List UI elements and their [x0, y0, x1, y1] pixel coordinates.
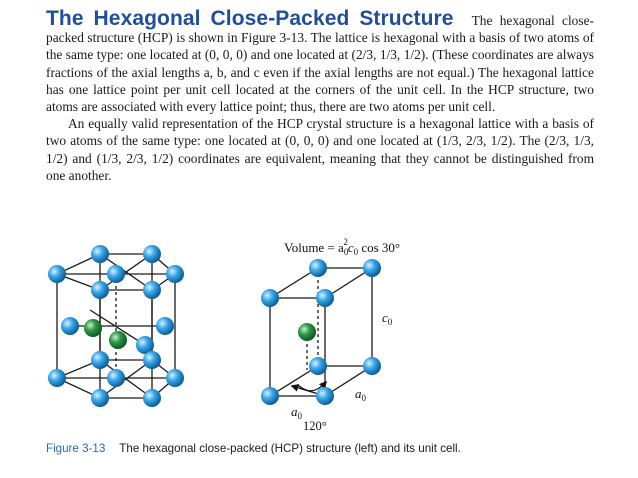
atom-blue — [363, 259, 381, 277]
atom-blue — [166, 369, 184, 387]
atom-blue — [107, 369, 125, 387]
atom-blue — [91, 245, 109, 263]
section-heading: The Hexagonal Close-Packed Structure — [46, 7, 454, 30]
atom-blue — [309, 259, 327, 277]
atom-blue — [166, 265, 184, 283]
atom-blue — [48, 265, 66, 283]
atom-blue — [316, 387, 334, 405]
atom-green — [109, 331, 127, 349]
atom-blue — [91, 389, 109, 407]
paragraph-1-text: The hexagonal close-packed structure (HCP) is shown in Figure 3-13. The lattice is hexagonal with a basis of two atoms of the same type: one located at (0, 0, 0) and one located at (2/3, 1/3, 1/2). (These coordinates are always fractions of the axial lengths a, b, and c even if the axial lengths are not equal.) The hexagonal lattice has one lattice point per unit cell located at the corners of the unit cell. In the HCP structure, two atoms are associated with every lattice point; thus, there are two atoms per unit cell. — [46, 13, 594, 115]
atom-blue — [91, 351, 109, 369]
hcp-unit-cell — [270, 268, 372, 396]
angle-label: 120° — [303, 419, 327, 433]
caption-number: Figure 3-13 — [46, 442, 106, 455]
atom-blue — [91, 281, 109, 299]
paragraph-2: An equally valid representation of the HCP crystal structure is a hexagonal lattice with a basis of two atoms of the same type: one located at (0, 0, 0) and one located at (1/3, 2/3, 1/2). The (2/3, 1/3, 1/2) and (1/3, 2/3, 1/2) coordinates are equivalent, meaning that they cannot be distinguished from one another. — [46, 116, 594, 183]
atom-blue — [61, 317, 79, 335]
atom-blue — [156, 317, 174, 335]
atom-green — [298, 323, 316, 341]
atom-blue — [316, 289, 334, 307]
atom-blue — [143, 245, 161, 263]
atom-blue — [261, 289, 279, 307]
atom-blue — [143, 281, 161, 299]
atom-blue — [48, 369, 66, 387]
a0-front-label: $a_0$ — [291, 404, 302, 421]
atom-blue — [363, 357, 381, 375]
figure-caption — [46, 442, 606, 455]
caption-text: The hexagonal close-packed (HCP) structure (left) and its unit cell. — [119, 442, 461, 455]
atom-blue — [143, 389, 161, 407]
atom-green — [84, 319, 102, 337]
atom-blue — [107, 265, 125, 283]
volume-label: Volume = $a_02c_0$ cos 30° — [284, 237, 401, 257]
atom-blue — [143, 351, 161, 369]
atom-blue — [261, 387, 279, 405]
a0-right-label: $a_0$ — [355, 386, 366, 403]
hcp-unit-cell-atoms — [261, 259, 381, 405]
atom-blue — [309, 357, 327, 375]
c0-label: $c_0$ — [382, 310, 393, 327]
